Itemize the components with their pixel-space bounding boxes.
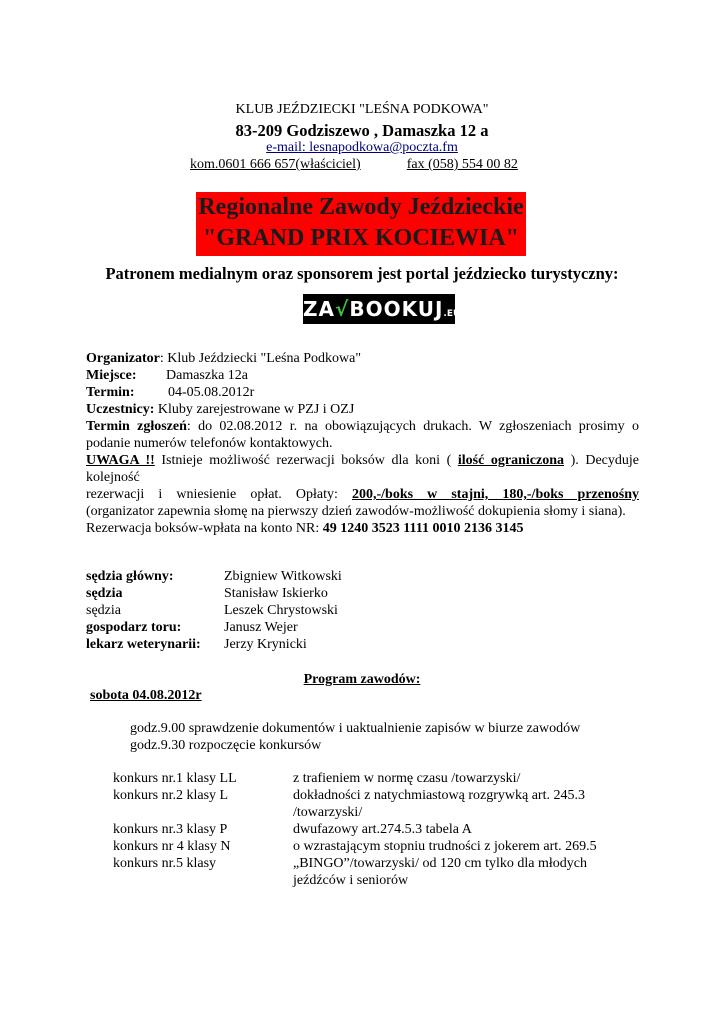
account-line [86,520,639,537]
club-address: 83-209 Godziszewo , Damaszka 12 a [235,121,489,140]
info-section [86,350,639,537]
organizer-line [86,350,639,367]
official-name: Leszek Chrystowski [224,603,338,618]
fees-note: (organizator zapewnia słomę na pierwszy dzień zawodów-możliwość dokupienia słomy i siana). [86,504,626,519]
competition-name: konkurs nr.1 klasy LL [113,771,237,786]
account-text: Rezerwacja boksów-wpłata na konto NR: [86,521,323,536]
official-role: lekarz weterynarii: [86,637,201,652]
competition-desc: z trafieniem w normę czasu /towarzyski/ [293,771,521,786]
place-line [86,367,639,384]
official-row [86,602,338,619]
warning-text-end: ). Decyduje kolejność [86,453,639,485]
club-fax: fax (058) 554 00 82 [406,157,518,172]
fees-prices: 200,-/boks w stajni, 180,-/boks przenośny [351,487,639,502]
fees-text: rezerwacji i wniesienie opłat. Opłaty: [86,487,352,502]
patron-text: Patronem medialnym oraz sponsorem jest portal jeździecko turystyczny: [105,264,619,283]
warning-text: Istnieje możliwość rezerwacji boksów dla koni ( [154,453,458,468]
official-name: Janusz Wejer [224,620,298,635]
competition-name: konkurs nr 4 klasy N [113,839,231,854]
competition-desc: „BINGO”/towarzyski/ od 120 cm tylko dla młodych jeźdźców i seniorów [293,856,587,888]
official-row [86,619,298,636]
participants-label: Uczestnicy: [86,402,155,417]
official-role: gospodarz toru: [86,620,182,635]
competition-desc: dokładności z natychmiastową rozgrywką art. 245.3 /towarzyski/ [293,788,585,820]
official-role: sędzia [86,586,123,601]
program-day: sobota 04.08.2012r [90,688,202,703]
fees-line [86,486,639,503]
logo-part-za: ZA [303,297,335,321]
official-row [86,636,307,653]
official-name: Stanisław Iskierko [224,586,328,601]
event-subtitle: "GRAND PRIX KOCIEWIA" [203,225,519,251]
place-label: Miejsce: [86,368,137,383]
club-name: KLUB JEŹDZIECKI "LEŚNA PODKOWA" [235,102,489,117]
date-label: Termin: [86,385,135,400]
logo-part-eu: .EU [443,309,461,319]
competition-name: konkurs nr.5 klasy [113,856,217,871]
warning-paragraph [86,452,639,486]
official-name: Zbigniew Witkowski [224,569,342,584]
official-role: sędzia [86,603,121,618]
official-role: sędzia główny: [86,569,174,584]
organizer-value: : Klub Jeździecki "Leśna Podkowa" [159,351,362,366]
club-phone-fax [190,157,534,173]
competition-name: konkurs nr.3 klasy P [113,822,228,837]
logo-checkmark-icon: √ [334,297,350,321]
program-title: Program zawodów: [303,672,421,687]
schedule-item: godz.9.30 rozpoczęcie konkursów [130,738,322,753]
place-value: Damaszka 12a [166,368,249,383]
date-value: 04-05.08.2012r [168,385,255,400]
schedule-item: godz.9.00 sprawdzenie dokumentów i uaktualnienie zapisów w biurze zawodów [130,721,581,736]
account-number: 49 1240 3523 1111 0010 2136 3145 [322,521,524,536]
club-email-link[interactable]: e-mail: lesnapodkowa@poczta.fm [266,140,458,155]
entries-label: Termin zgłoszeń [86,419,187,434]
date-line [86,384,639,401]
competition-desc: o wzrastającym stopniu trudności z jokerem art. 269.5 [293,839,597,854]
participants-value: Kluby zarejestrowane w PZJ i OZJ [154,402,355,417]
official-row [86,585,328,602]
competition-name: konkurs nr.2 klasy L [113,788,229,803]
event-title: Regionalne Zawody Jeździeckie [198,194,524,220]
official-name: Jerzy Krynicki [224,637,307,652]
entries-value: : do 02.08.2012 r. na obowiązujących drukach. W zgłoszeniach prosimy o podanie numerów telefonów kontaktowych. [86,419,639,451]
event-title-box [196,192,526,256]
competition-desc: dwufazowy art.274.5.3 tabela A [293,822,472,837]
club-phone: kom.0601 666 657(właściciel) [190,157,361,172]
zabookuj-logo [303,294,461,324]
entries-paragraph [86,418,639,452]
official-row [86,568,342,585]
organizer-label: Organizator [86,351,160,366]
logo-part-bookuj: BOOKUJ [349,297,444,321]
warning-limited: ilość ograniczona [457,453,565,468]
participants-line [86,401,639,418]
warning-label: UWAGA !! [86,453,155,468]
